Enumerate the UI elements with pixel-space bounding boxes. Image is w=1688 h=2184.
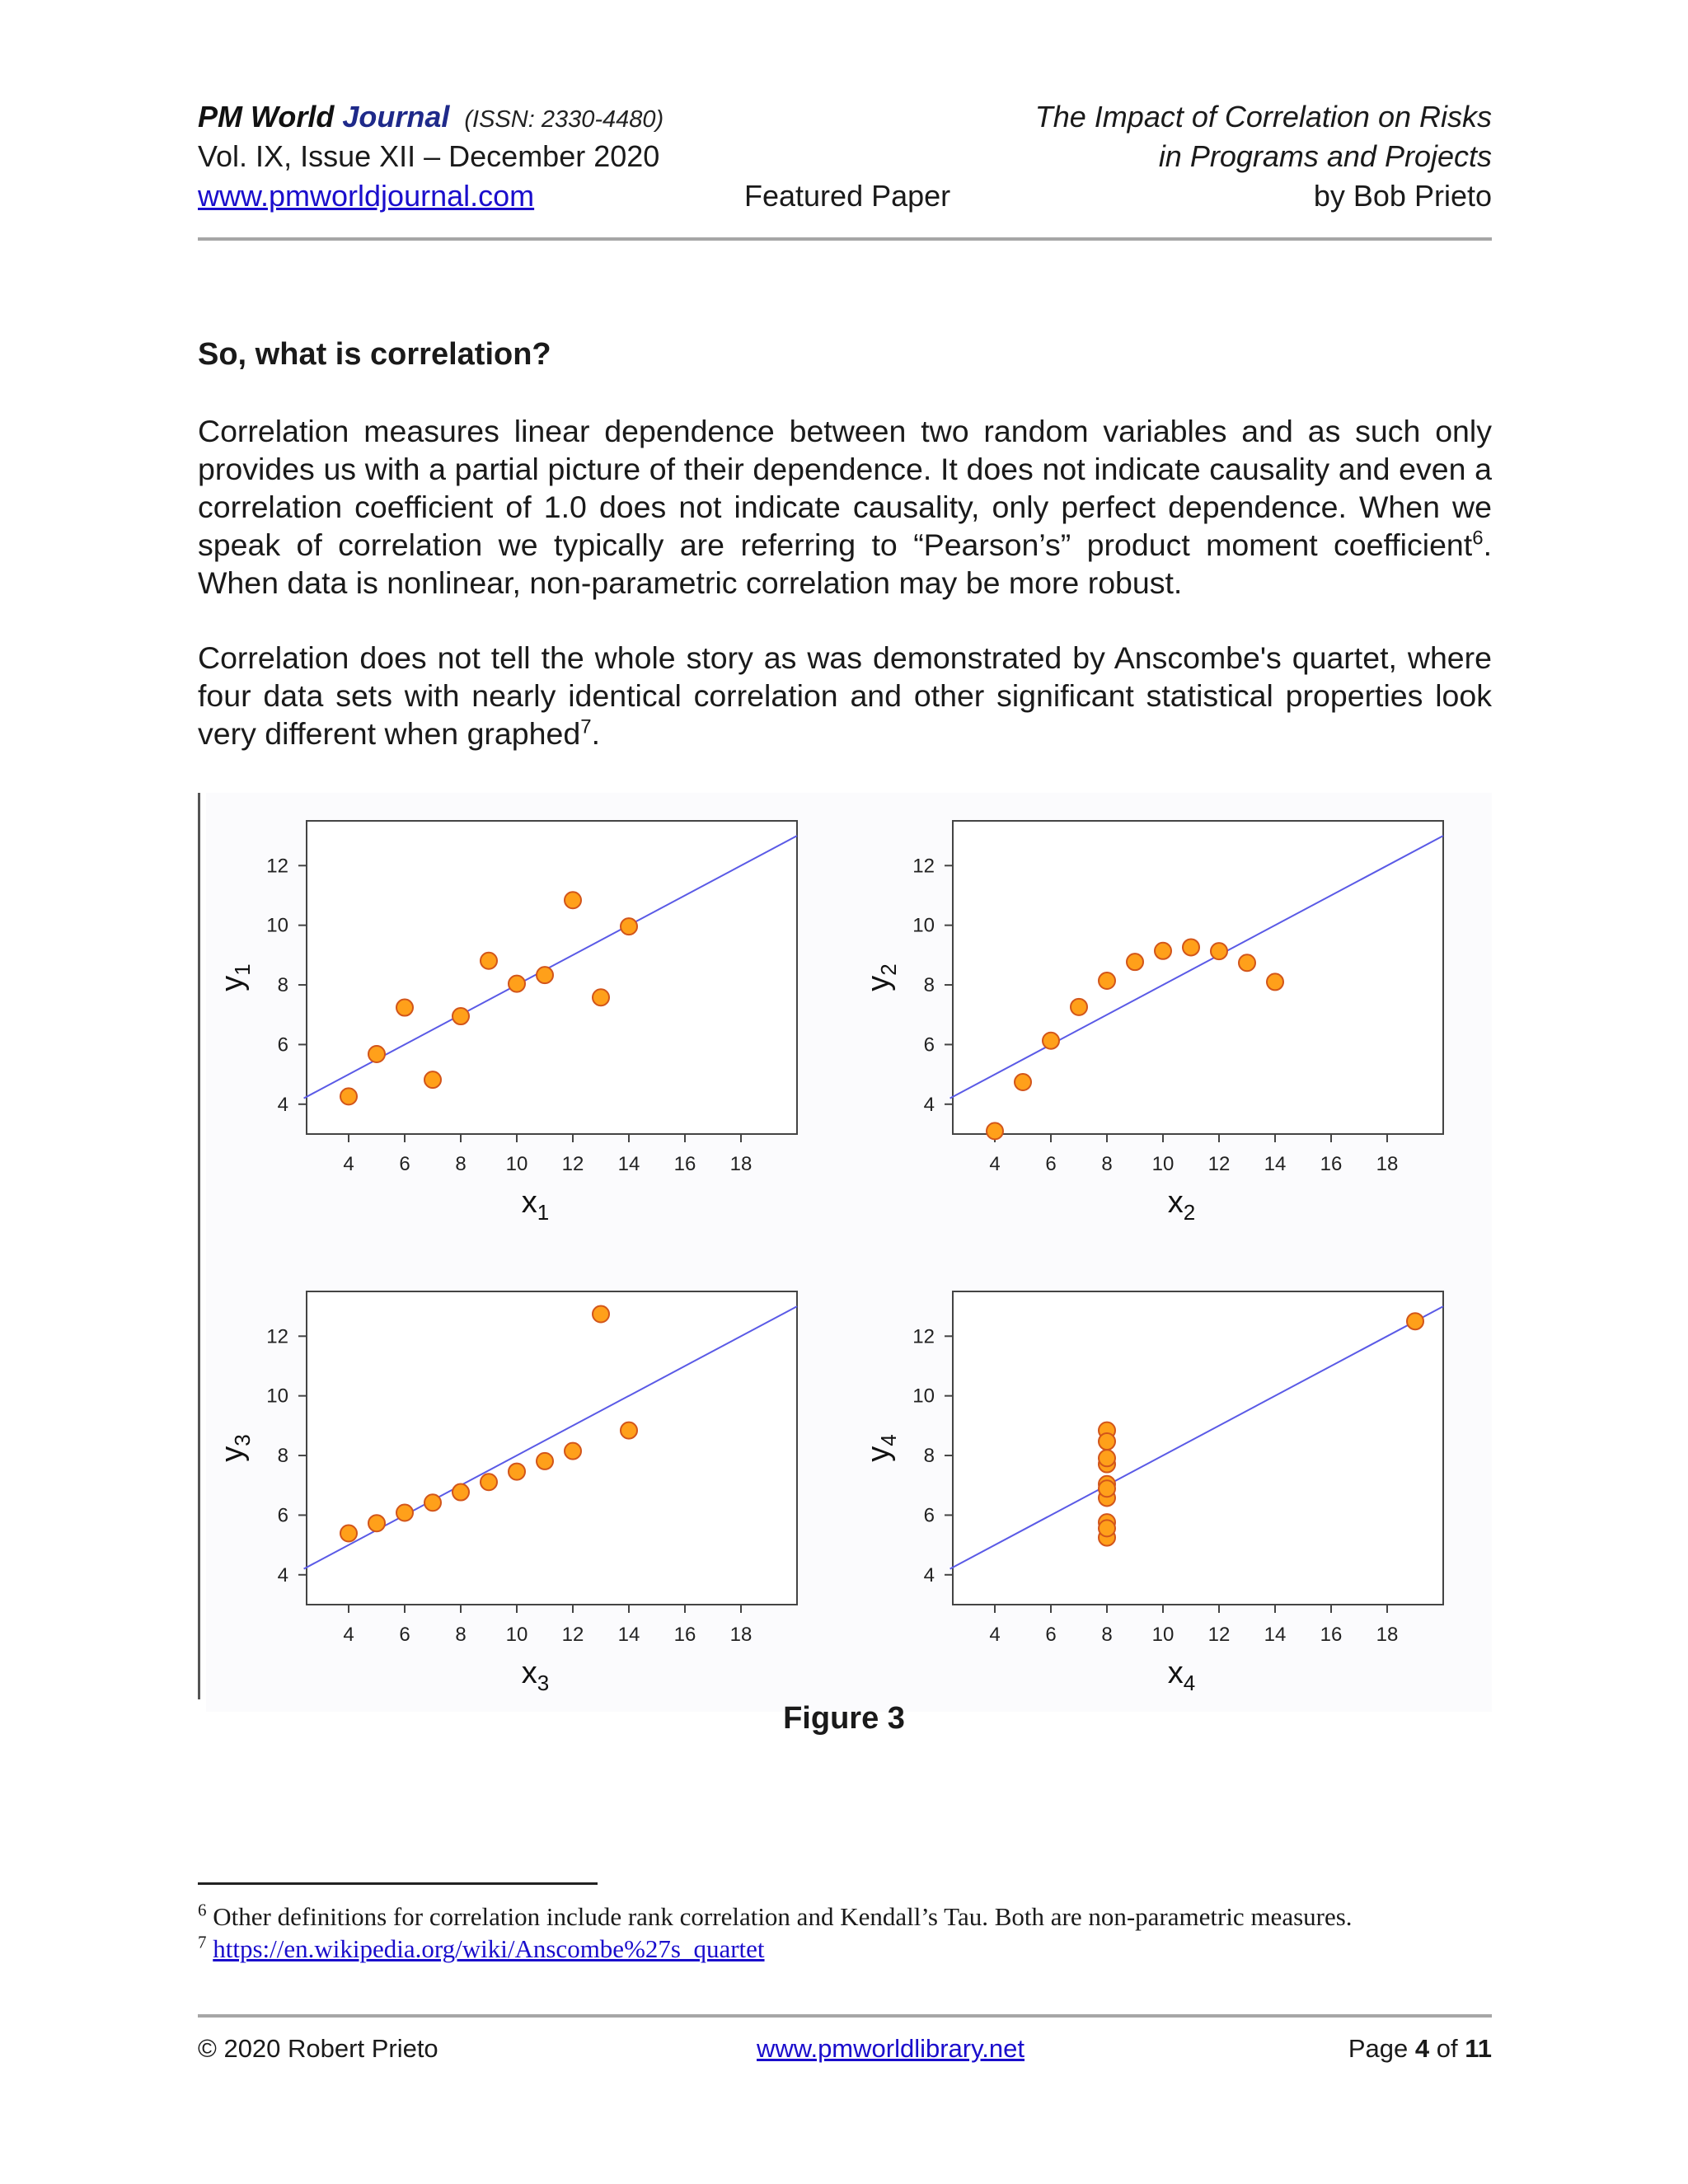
- page-prefix: Page: [1348, 2034, 1409, 2063]
- journal-volume: Vol. IX, Issue XII – December 2020: [198, 139, 660, 173]
- footnote-ref-6[interactable]: 6: [1472, 527, 1484, 550]
- y-axis-label-subscript: 1: [230, 963, 255, 976]
- data-point: [509, 976, 525, 992]
- y-tick-label: 10: [912, 1385, 935, 1408]
- data-point: [621, 918, 637, 935]
- data-point: [537, 967, 553, 983]
- y-tick-label: 6: [277, 1033, 288, 1057]
- x-tick-label: 6: [399, 1153, 410, 1175]
- y-tick-label: 12: [912, 855, 935, 878]
- scatter-panel-2: [861, 821, 1443, 1225]
- x-tick-label: 14: [617, 1624, 640, 1646]
- data-point: [621, 1422, 637, 1439]
- y-tick-label: 6: [277, 1504, 288, 1527]
- data-point: [340, 1526, 357, 1542]
- data-point: [1407, 1313, 1423, 1329]
- x-tick-label: 10: [1151, 1624, 1175, 1646]
- data-point: [1099, 1520, 1115, 1536]
- paragraph-1: [198, 412, 1492, 602]
- footnote-6: [198, 1900, 1353, 1933]
- x-tick-label: 18: [729, 1624, 753, 1646]
- data-point: [987, 1122, 1003, 1139]
- x-axis-label-subscript: 3: [537, 1671, 550, 1695]
- y-axis-label-subscript: 4: [876, 1434, 901, 1446]
- figure-left-rule: [198, 793, 200, 1699]
- data-point: [396, 1000, 413, 1016]
- y-tick-label: 12: [266, 1325, 288, 1348]
- x-axis-label: [522, 1656, 549, 1695]
- data-point: [1043, 1033, 1059, 1049]
- plot-frame: [953, 1291, 1443, 1605]
- paragraph-2: [198, 639, 1492, 752]
- data-point: [340, 1088, 357, 1104]
- data-point: [1099, 1480, 1115, 1497]
- section-heading: So, what is correlation?: [198, 337, 551, 372]
- data-point: [481, 953, 497, 969]
- paper-title-line1: The Impact of Correlation on Risks: [1034, 100, 1492, 134]
- y-axis-label: [215, 963, 255, 991]
- y-axis-label-main: y: [215, 975, 250, 991]
- footnote-7-number: 7: [198, 1932, 207, 1952]
- page-of: of: [1436, 2034, 1458, 2063]
- paper-type: Featured Paper: [744, 179, 951, 213]
- y-tick-label: 6: [923, 1033, 935, 1057]
- data-point: [1099, 972, 1115, 989]
- x-tick-label: 4: [343, 1624, 354, 1646]
- x-tick-label: 18: [1376, 1153, 1399, 1175]
- paper-author: by Bob Prieto: [1313, 179, 1492, 213]
- y-tick-label: 10: [912, 914, 935, 937]
- y-tick-label: 12: [912, 1325, 935, 1348]
- figure-caption: Figure 3: [783, 1701, 905, 1736]
- scatter-panel-1: [215, 821, 797, 1225]
- data-point: [1015, 1074, 1031, 1090]
- x-tick-label: 6: [399, 1624, 410, 1646]
- y-tick-label: 8: [923, 1445, 935, 1468]
- data-point: [368, 1515, 385, 1531]
- data-point: [1183, 939, 1199, 955]
- journal-issn: (ISSN: 2330-4480): [464, 106, 664, 133]
- page-header: [198, 97, 1492, 239]
- data-point: [1099, 1450, 1115, 1466]
- footer-url-link[interactable]: www.pmworldlibrary.net: [757, 2034, 1025, 2063]
- scatter-panel-3: [215, 1291, 797, 1695]
- y-tick-label: 12: [266, 855, 288, 878]
- journal-pm: PM World: [198, 100, 335, 134]
- x-tick-label: 12: [561, 1153, 584, 1175]
- anscombe-figure: [206, 793, 1492, 1712]
- plot-frame: [307, 1291, 797, 1605]
- footnote-6-number: 6: [198, 1900, 207, 1920]
- x-tick-label: 6: [1045, 1624, 1057, 1646]
- paragraph-1-text-a: Correlation measures linear dependence between two random variables and as such only provides us with a partial picture of their dependence. It does not indicate causality and even a correlation coefficient of 1.0 does not indicate causality, only perfect dependence. When we speak of correlation we typically are referring to “Pearson’s” product moment coefficient: [198, 414, 1492, 562]
- data-point: [1267, 973, 1283, 990]
- x-tick-label: 8: [1101, 1624, 1113, 1646]
- x-tick-label: 16: [673, 1153, 696, 1175]
- x-tick-label: 14: [617, 1153, 640, 1175]
- paper-title-line2: in Programs and Projects: [1158, 139, 1492, 173]
- data-point: [565, 1443, 581, 1460]
- x-axis-label-subscript: 4: [1183, 1671, 1196, 1695]
- y-tick-label: 4: [277, 1563, 288, 1586]
- y-tick-label: 4: [923, 1563, 935, 1586]
- y-tick-label: 8: [277, 1445, 288, 1468]
- x-axis-label-main: x: [1167, 1656, 1184, 1690]
- x-tick-label: 10: [505, 1624, 528, 1646]
- journal-title: Journal: [342, 100, 450, 134]
- y-tick-label: 10: [266, 914, 288, 937]
- y-tick-label: 10: [266, 1385, 288, 1408]
- footer-copyright: © 2020 Robert Prieto: [198, 2034, 438, 2063]
- paragraph-1-text-b: . When data is nonlinear, non-parametric correlation may be more robust.: [198, 527, 1492, 600]
- y-axis-label-main: y: [861, 1446, 896, 1462]
- y-axis-label: [861, 1434, 901, 1461]
- x-axis-label: [1168, 1185, 1195, 1225]
- y-tick-label: 6: [923, 1504, 935, 1527]
- x-tick-label: 8: [1101, 1153, 1113, 1175]
- x-tick-label: 18: [1376, 1624, 1399, 1646]
- x-axis-label: [522, 1185, 549, 1225]
- footer-page-number: [1348, 2032, 1492, 2065]
- y-axis-label-subscript: 2: [876, 963, 901, 976]
- x-tick-label: 10: [505, 1153, 528, 1175]
- x-tick-label: 10: [1151, 1153, 1175, 1175]
- y-axis-label-main: y: [861, 975, 896, 991]
- y-tick-label: 4: [277, 1093, 288, 1116]
- x-axis-label-subscript: 2: [1183, 1200, 1196, 1225]
- x-tick-label: 8: [455, 1624, 467, 1646]
- x-tick-label: 12: [1207, 1153, 1231, 1175]
- y-axis-label-subscript: 3: [230, 1434, 255, 1446]
- data-point: [424, 1071, 441, 1088]
- x-axis-label-subscript: 1: [537, 1200, 550, 1225]
- data-point: [1239, 954, 1255, 971]
- data-point: [452, 1484, 469, 1501]
- x-axis-label: [1168, 1656, 1195, 1695]
- footnote-divider: [198, 1882, 598, 1885]
- x-tick-label: 14: [1264, 1153, 1287, 1175]
- data-point: [593, 989, 609, 1005]
- x-tick-label: 4: [989, 1153, 1001, 1175]
- footnote-7-link[interactable]: https://en.wikipedia.org/wiki/Anscombe%27s_quartet: [213, 1934, 765, 1963]
- y-tick-label: 4: [923, 1093, 935, 1116]
- data-point: [537, 1453, 553, 1469]
- data-point: [509, 1464, 525, 1480]
- footer-divider: [198, 2014, 1492, 2018]
- x-tick-label: 16: [1320, 1624, 1343, 1646]
- footnote-ref-7[interactable]: 7: [580, 715, 592, 738]
- data-point: [1099, 1433, 1115, 1450]
- data-point: [368, 1046, 385, 1062]
- footnote-6-text: Other definitions for correlation include rank correlation and Kendall’s Tau. Both are non-parametric measures.: [213, 1902, 1353, 1931]
- data-point: [1155, 943, 1171, 959]
- data-point: [424, 1494, 441, 1511]
- y-axis-label: [861, 963, 901, 991]
- page-current: 4: [1414, 2034, 1430, 2063]
- x-tick-label: 14: [1264, 1624, 1287, 1646]
- x-tick-label: 12: [1207, 1624, 1231, 1646]
- x-tick-label: 12: [561, 1624, 584, 1646]
- data-point: [1127, 954, 1143, 970]
- data-point: [565, 892, 581, 908]
- x-tick-label: 4: [343, 1153, 354, 1175]
- data-point: [396, 1505, 413, 1521]
- x-tick-label: 16: [673, 1624, 696, 1646]
- y-axis-label: [215, 1434, 255, 1461]
- data-point: [452, 1008, 469, 1024]
- paragraph-2-text-a: Correlation does not tell the whole story as was demonstrated by Anscombe's quartet, where four data sets with nearly identical correlation and other significant statistical properties look very different when graphed: [198, 640, 1492, 751]
- x-tick-label: 18: [729, 1153, 753, 1175]
- header-divider: [198, 237, 1492, 241]
- scatter-panel-4: [861, 1291, 1443, 1695]
- y-tick-label: 8: [277, 974, 288, 997]
- page-total: 11: [1465, 2034, 1492, 2063]
- journal-url-link[interactable]: www.pmworldjournal.com: [198, 179, 535, 213]
- paragraph-2-text-b: .: [591, 716, 600, 751]
- x-tick-label: 6: [1045, 1153, 1057, 1175]
- x-axis-label-main: x: [521, 1656, 537, 1690]
- x-tick-label: 8: [455, 1153, 467, 1175]
- x-axis-label-main: x: [521, 1185, 537, 1220]
- y-tick-label: 8: [923, 974, 935, 997]
- y-axis-label-main: y: [215, 1446, 250, 1462]
- data-point: [593, 1306, 609, 1323]
- data-point: [1211, 943, 1227, 959]
- x-tick-label: 16: [1320, 1153, 1343, 1175]
- data-point: [1071, 999, 1087, 1015]
- journal-name: [198, 97, 663, 139]
- x-tick-label: 4: [989, 1624, 1001, 1646]
- footnote-7: [198, 1933, 765, 1966]
- anscombe-quartet-chart: [206, 793, 1492, 1712]
- data-point: [481, 1474, 497, 1490]
- x-axis-label-main: x: [1167, 1185, 1184, 1220]
